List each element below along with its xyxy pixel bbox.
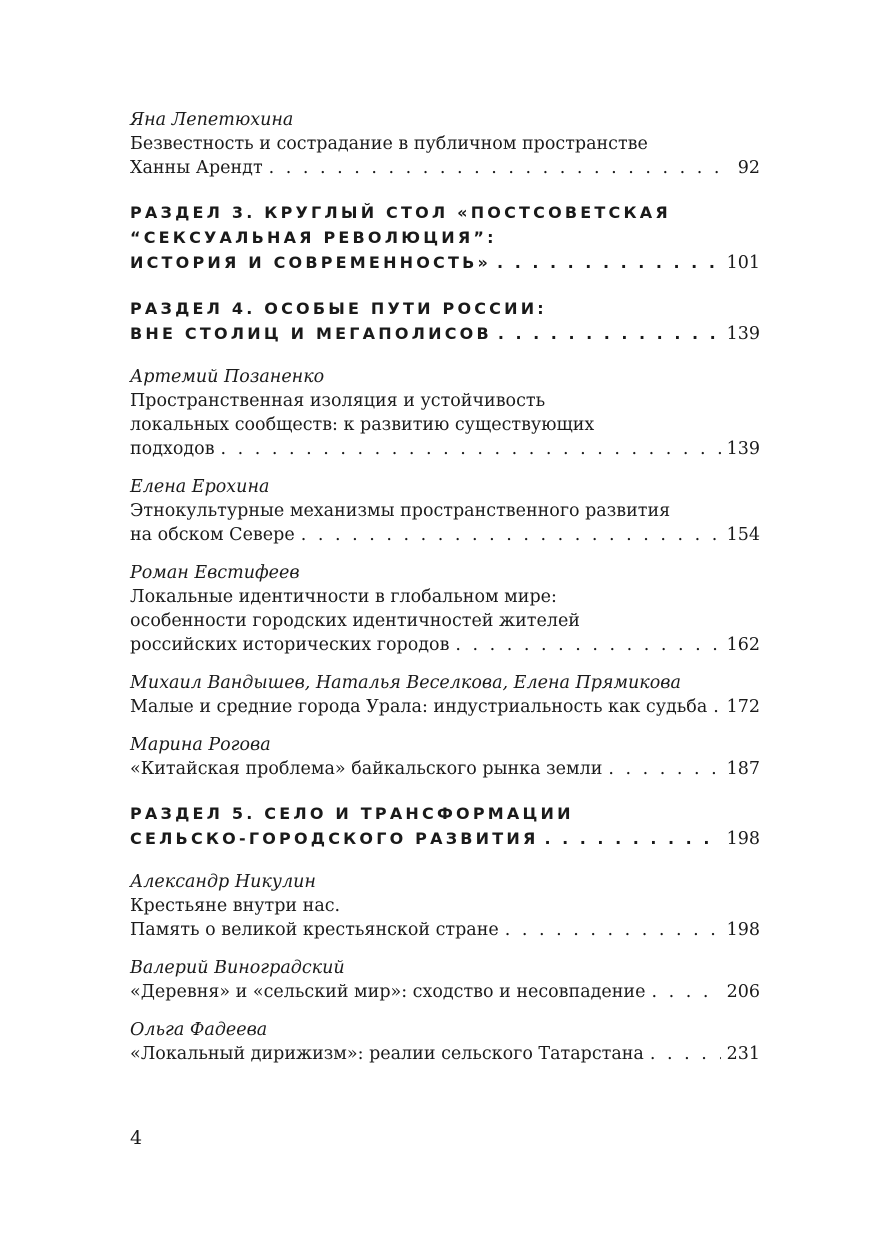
toc-section: [130, 200, 760, 276]
toc-leader-line: [130, 321, 760, 347]
toc-title-line: российских исторических городов: [130, 635, 450, 655]
toc-title-line: Безвестность и сострадание в публичном пространстве: [130, 134, 648, 154]
dot-leader: [497, 250, 721, 275]
toc-entry: [130, 1018, 760, 1066]
toc-page-number: 92: [737, 158, 760, 178]
toc-author: Роман Евстифеев: [130, 563, 300, 583]
toc-author: Михаил Вандышев, Наталья Веселкова, Елена Прямикова: [130, 673, 681, 693]
toc-title-line: ИСТОРИЯ И СОВРЕМЕННОСТЬ»: [130, 253, 492, 272]
toc-leader-line: [130, 980, 760, 1004]
toc-entry: [130, 956, 760, 1004]
toc-author: Яна Лепетюхина: [130, 110, 294, 130]
toc-title-line: Локальные идентичности в глобальном мире:: [130, 587, 557, 607]
toc-title-line: Память о великой крестьянской стране: [130, 920, 499, 940]
toc-author: Артемий Позаненко: [130, 367, 325, 387]
toc-title-line: особенности городских идентичностей жителей: [130, 611, 580, 631]
toc-entry: [130, 108, 760, 180]
dot-leader: [505, 918, 721, 942]
toc-title-line: РАЗДЕЛ 4. ОСОБЫЕ ПУТИ РОССИИ:: [130, 299, 547, 318]
toc-leader-line: [130, 523, 760, 547]
toc-page-number: 139: [726, 439, 760, 459]
toc-title-line: Пространственная изоляция и устойчивость: [130, 391, 546, 411]
dot-leader: [544, 826, 720, 851]
toc-leader-line: [130, 250, 760, 276]
dot-leader: [608, 757, 720, 781]
toc-entry: [130, 561, 760, 657]
toc-leader-line: [130, 1042, 760, 1066]
dot-leader: [650, 1042, 721, 1066]
toc-entry: [130, 733, 760, 781]
toc-page-number: 198: [726, 920, 760, 940]
toc-title-line: на обском Севере: [130, 525, 295, 545]
toc-title-line: ВНЕ СТОЛИЦ И МЕГАПОЛИСОВ: [130, 324, 492, 343]
table-of-contents: [130, 108, 760, 1076]
toc-section: [130, 801, 760, 852]
toc-author: Ольга Фадеева: [130, 1020, 268, 1040]
toc-entry: [130, 870, 760, 942]
toc-page-number: 206: [726, 982, 760, 1002]
dot-leader: [651, 980, 720, 1004]
toc-leader-line: [130, 695, 760, 719]
toc-entry: [130, 365, 760, 461]
toc-title-line: Этнокультурные механизмы пространственного развития: [130, 501, 671, 521]
dot-leader: [269, 156, 732, 180]
dot-leader: [713, 695, 720, 719]
dot-leader: [221, 437, 721, 461]
toc-leader-line: [130, 826, 760, 852]
toc-title-line: Крестьяне внутри нас.: [130, 896, 341, 916]
toc-title-line: РАЗДЕЛ 5. СЕЛО И ТРАНСФОРМАЦИИ: [130, 804, 574, 823]
toc-leader-line: [130, 437, 760, 461]
toc-page-number: 154: [726, 525, 760, 545]
toc-author: Марина Рогова: [130, 735, 271, 755]
toc-page-number: 187: [726, 759, 760, 779]
toc-title-line: подходов: [130, 439, 215, 459]
toc-section: [130, 296, 760, 347]
toc-title-line: локальных сообществ: к развитию существующих: [130, 415, 595, 435]
page-number: 4: [130, 1127, 143, 1149]
toc-page-number: 139: [726, 324, 760, 344]
toc-entry: [130, 475, 760, 547]
toc-page-number: 198: [726, 829, 760, 849]
toc-title-line: Ханны Арендт: [130, 158, 263, 178]
toc-leader-line: [130, 757, 760, 781]
toc-title-line: «Локальный дирижизм»: реалии сельского Татарстана: [130, 1044, 644, 1064]
toc-leader-line: [130, 156, 760, 180]
toc-title-line: “СЕКСУАЛЬНАЯ РЕВОЛЮЦИЯ”:: [130, 228, 497, 247]
dot-leader: [301, 523, 721, 547]
toc-author: Александр Никулин: [130, 872, 316, 892]
toc-title-line: «Китайская проблема» байкальского рынка земли: [130, 759, 603, 779]
toc-entry: [130, 671, 760, 719]
toc-author: Валерий Виноградский: [130, 958, 345, 978]
toc-title-line: СЕЛЬСКО-ГОРОДСКОГО РАЗВИТИЯ: [130, 829, 539, 848]
toc-title-line: Малые и средние города Урала: индустриальность как судьба: [130, 697, 708, 717]
toc-title-line: «Деревня» и «сельский мир»: сходство и несовпадение: [130, 982, 646, 1002]
dot-leader: [455, 633, 720, 657]
toc-title-line: РАЗДЕЛ 3. КРУГЛЫЙ СТОЛ «ПОСТСОВЕТСКАЯ: [130, 203, 671, 222]
toc-author: Елена Ерохина: [130, 477, 270, 497]
toc-page-number: 172: [726, 697, 760, 717]
dot-leader: [498, 321, 721, 346]
toc-page-number: 101: [726, 253, 760, 273]
toc-leader-line: [130, 633, 760, 657]
toc-page-number: 231: [726, 1044, 760, 1064]
toc-page-number: 162: [726, 635, 760, 655]
toc-leader-line: [130, 918, 760, 942]
